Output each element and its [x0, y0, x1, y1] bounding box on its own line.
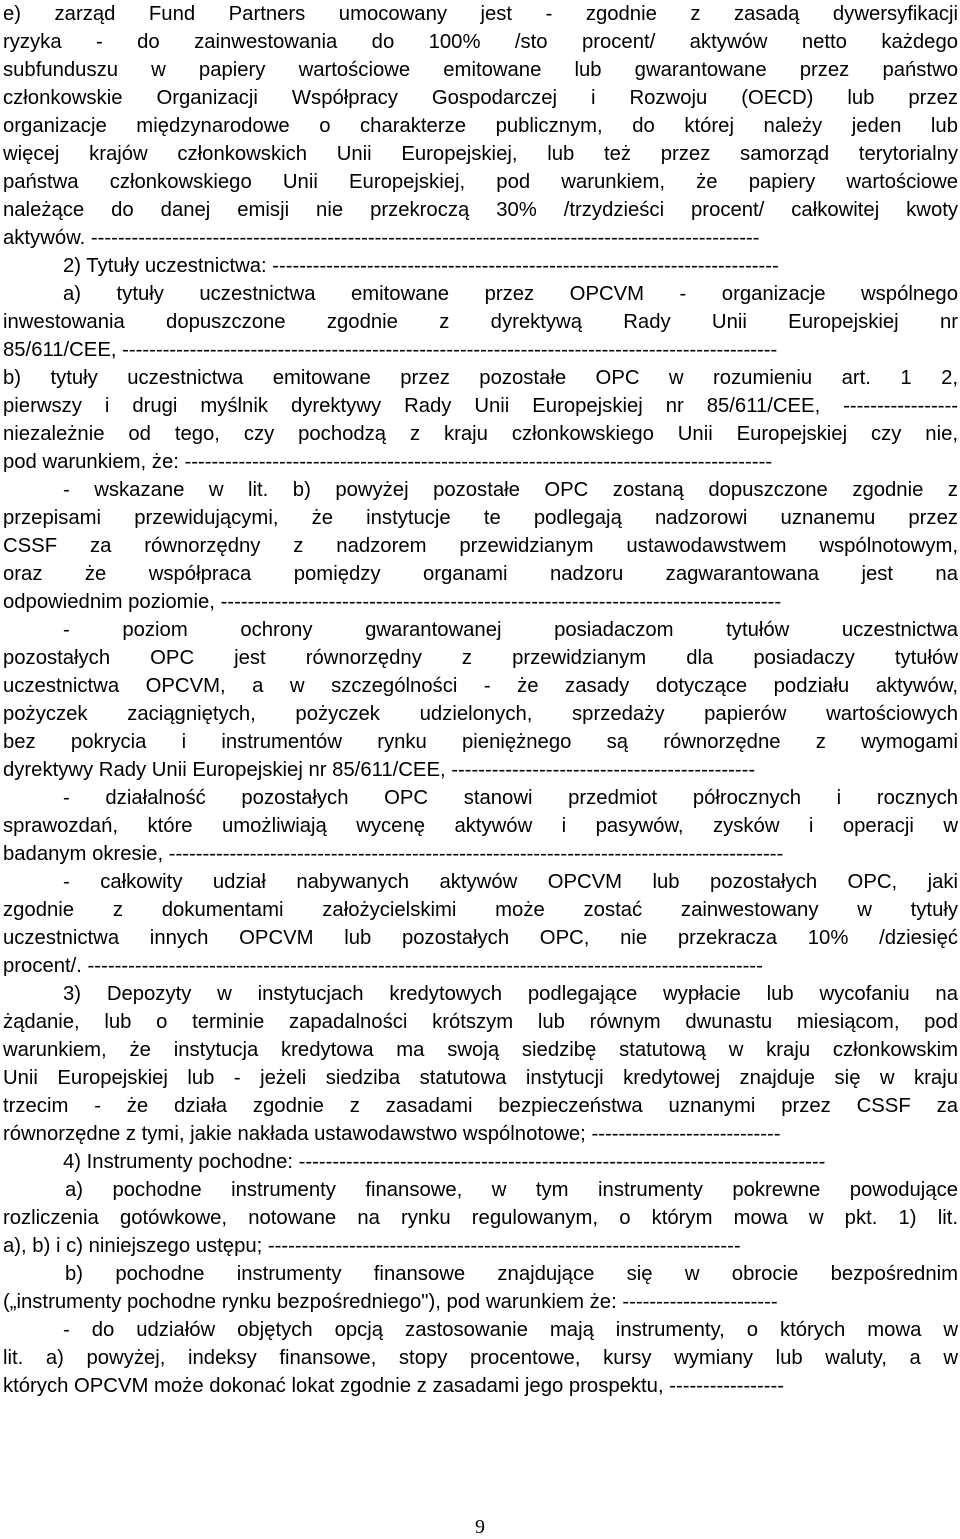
text-line: bez pokrycia i instrumentów rynku pieniężnego są równorzędne z wymogami — [3, 731, 958, 753]
text-line: e) zarząd Fund Partners umocowany jest - zgodnie z zasadą dywersyfikacji — [3, 3, 958, 25]
text-line: odpowiednim poziomie, ----------------------------------------------------------------------------------- — [3, 591, 782, 613]
text-line: dyrektywy Rady Unii Europejskiej nr 85/611/CEE, --------------------------------------------- — [3, 759, 756, 781]
text-line: Unii Europejskiej lub - jeżeli siedziba statutowa instytucji kredytowej znajduje się w kraju — [3, 1067, 958, 1089]
text-line: a), b) i c) niniejszego ustępu; ---------------------------------------------------------------------- — [3, 1235, 741, 1257]
text-line: uczestnictwa OPCVM, a w szczególności - że zasady dotyczące podziału aktywów, — [3, 675, 958, 697]
text-line: 85/611/CEE, ------------------------------------------------------------------------------------------------- — [3, 339, 778, 361]
text-line: żądanie, lub o terminie zapadalności krótszym lub równym dwunastu miesiącom, pod — [3, 1011, 958, 1033]
text-line: b) tytuły uczestnictwa emitowane przez pozostałe OPC w rozumieniu art. 1 2, — [3, 367, 958, 389]
text-line: lit. a) powyżej, indeksy finansowe, stopy procentowe, kursy wymiany lub waluty, a w — [3, 1347, 958, 1369]
text-line: oraz że współpraca pomiędzy organami nadzoru zagwarantowana jest na — [3, 563, 958, 585]
text-line: aktywów. --------------------------------------------------------------------------------------------------- — [3, 227, 760, 249]
text-line: - poziom ochrony gwarantowanej posiadaczom tytułów uczestnictwa — [63, 619, 958, 641]
text-line: ryzyka - do zainwestowania do 100% /sto procent/ aktywów netto każdego — [3, 31, 958, 53]
text-line: pierwszy i drugi myślnik dyrektywy Rady Unii Europejskiej nr 85/611/CEE, ----------------- — [3, 395, 958, 417]
text-line: pożyczek zaciągniętych, pożyczek udzielonych, sprzedaży papierów wartościowych — [3, 703, 958, 725]
text-line: uczestnictwa innych OPCVM lub pozostałych OPC, nie przekracza 10% /dziesięć — [3, 927, 958, 949]
section-heading: 2) Tytuły uczestnictwa: --------------------------------------------------------------------------- — [63, 255, 779, 277]
text-line: należące do danej emisji nie przekroczą 30% /trzydzieści procent/ całkowitej kwoty — [3, 199, 958, 221]
text-line: przepisami przewidującymi, że instytucje te podlegają nadzorowi uznanemu przez — [3, 507, 958, 529]
text-line: warunkiem, że instytucja kredytowa ma swoją siedzibę statutową w kraju członkowskim — [3, 1039, 958, 1061]
text-line: pozostałych OPC jest równorzędny z przewidzianym dla posiadaczy tytułów — [3, 647, 958, 669]
text-line: rozliczenia gotówkowe, notowane na rynku regulowanym, o którym mowa w pkt. 1) lit. — [3, 1207, 958, 1229]
page-number: 9 — [475, 1516, 485, 1538]
section-heading: 3) Depozyty w instytucjach kredytowych podlegające wypłacie lub wycofaniu na — [63, 983, 958, 1005]
text-line: organizacje międzynarodowe o charakterze publicznym, do której należy jeden lub — [3, 115, 958, 137]
text-line: a) pochodne instrumenty finansowe, w tym instrumenty pokrewne powodujące — [65, 1179, 958, 1201]
text-line: subfunduszu w papiery wartościowe emitowane lub gwarantowane przez państwo — [3, 59, 958, 81]
text-line: których OPCVM może dokonać lokat zgodnie z zasadami jego prospektu, ----------------- — [3, 1375, 785, 1397]
text-line: członkowskie Organizacji Współpracy Gospodarczej i Rozwoju (OECD) lub przez — [3, 87, 958, 109]
section-heading: 4) Instrumenty pochodne: ------------------------------------------------------------------------------ — [63, 1151, 826, 1173]
text-line: pod warunkiem, że: --------------------------------------------------------------------------------------- — [3, 451, 773, 473]
text-line: państwa członkowskiego Unii Europejskiej, pod warunkiem, że papiery wartościowe — [3, 171, 958, 193]
text-line: badanym okresie, ------------------------------------------------------------------------------------------- — [3, 843, 784, 865]
text-line: równorzędne z tymi, jakie nakłada ustawodawstwo wspólnotowe; ---------------------------- — [3, 1123, 781, 1145]
text-line: b) pochodne instrumenty finansowe znajdujące się w obrocie bezpośrednim — [65, 1263, 958, 1285]
text-line: - do udziałów objętych opcją zastosowanie mają instrumenty, o których mowa w — [63, 1319, 958, 1341]
text-line: inwestowania dopuszczone zgodnie z dyrektywą Rady Unii Europejskiej nr — [3, 311, 958, 333]
text-line: - wskazane w lit. b) powyżej pozostałe OPC zostaną dopuszczone zgodnie z — [63, 479, 958, 501]
document-page — [3, 0, 958, 1400]
text-line: trzecim - że działa zgodnie z zasadami bezpieczeństwa uznanymi przez CSSF za — [3, 1095, 958, 1117]
text-line: niezależnie od tego, czy pochodzą z kraju członkowskiego Unii Europejskiej czy nie, — [3, 423, 958, 445]
text-line: procent/. ---------------------------------------------------------------------------------------------------- — [3, 955, 763, 977]
text-line: („instrumenty pochodne rynku bezpośredniego"), pod warunkiem że: ----------------------- — [3, 1291, 778, 1313]
text-line: a) tytuły uczestnictwa emitowane przez OPCVM - organizacje wspólnego — [63, 283, 958, 305]
text-line: CSSF za równorzędny z nadzorem przewidzianym ustawodawstwem wspólnotowym, — [3, 535, 958, 557]
text-line: więcej krajów członkowskich Unii Europejskiej, lub też przez samorząd terytorialny — [3, 143, 958, 165]
text-line: sprawozdań, które umożliwiają wycenę aktywów i pasywów, zysków i operacji w — [3, 815, 958, 837]
text-line: - całkowity udział nabywanych aktywów OPCVM lub pozostałych OPC, jaki — [63, 871, 958, 893]
text-line: zgodnie z dokumentami założycielskimi może zostać zainwestowany w tytuły — [3, 899, 958, 921]
text-line: - działalność pozostałych OPC stanowi przedmiot półrocznych i rocznych — [63, 787, 958, 809]
